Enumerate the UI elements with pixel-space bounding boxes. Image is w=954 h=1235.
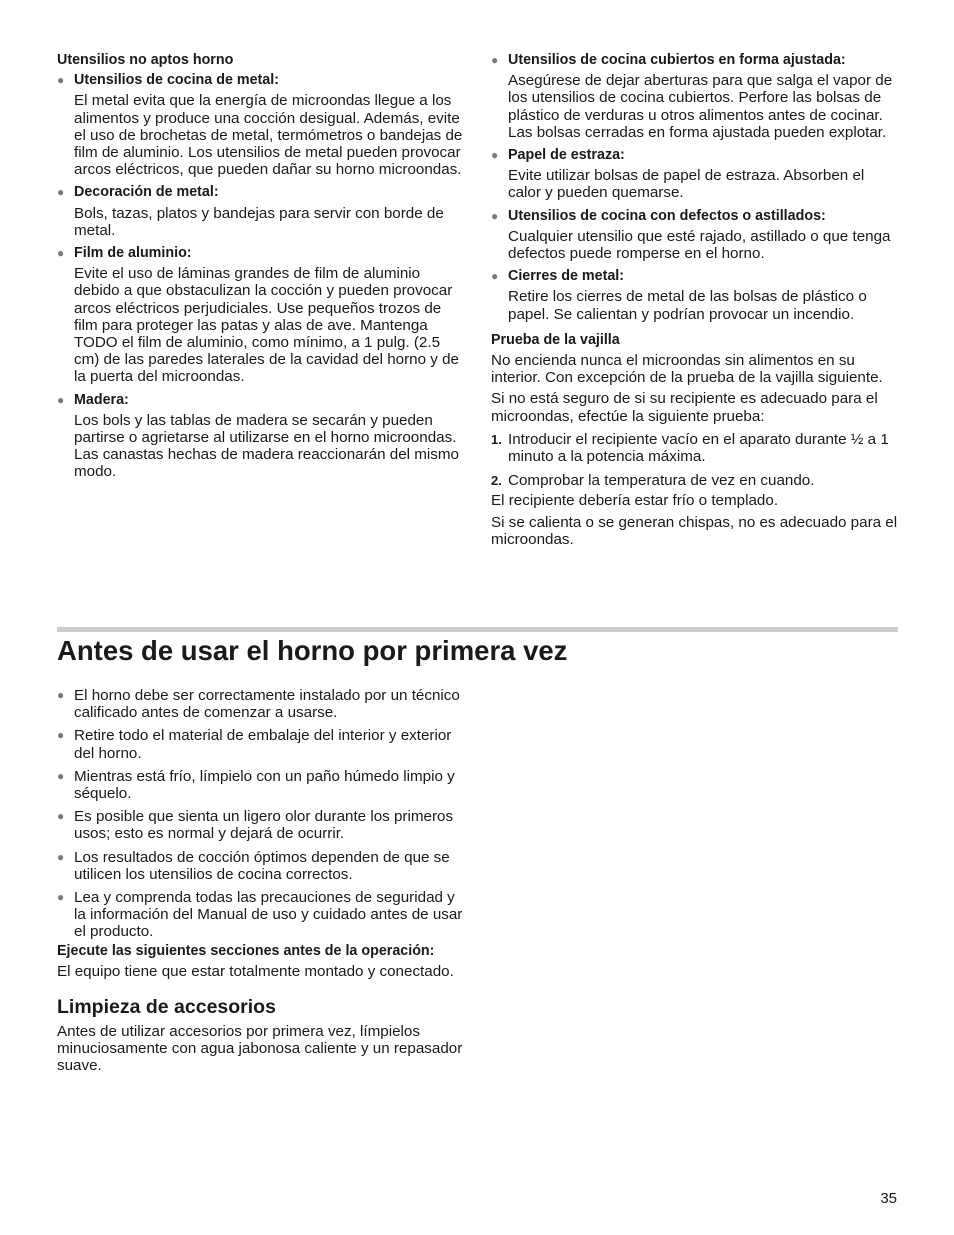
item-title: Utensilios de cocina cubiertos en forma ajustada: bbox=[508, 52, 846, 68]
bullet-icon: ● bbox=[57, 728, 65, 743]
list-item-brown-paper bbox=[491, 147, 901, 202]
item-text: El metal evita que la energía de microondas llegue a los alimentos y produce una cocción desigual. Además, evite el uso de brochetas de metal, termómetros o bandejas de film de aluminio. Los utensilios de metal pueden provocar arcos eléctricos, que pueden dañar su horno microondas. bbox=[74, 92, 463, 179]
item-title: Utensilios de cocina de metal: bbox=[74, 72, 279, 89]
list-item-text: Los resultados de cocción óptimos dependen de que se utilicen los utensilios de cocina correctos. bbox=[74, 848, 450, 883]
item-text: Bols, tazas, platos y bandejas para servir con borde de metal. bbox=[74, 204, 444, 239]
bullet-icon: ● bbox=[491, 269, 499, 284]
step-number: 1. bbox=[491, 431, 502, 447]
list-item-text: Lea y comprenda todas las precauciones de seguridad y la información del Manual de uso y cuidado antes de usar el producto. bbox=[74, 889, 463, 941]
bullet-icon: ● bbox=[491, 148, 499, 163]
step-text: Comprobar la temperatura de vez en cuando. bbox=[508, 472, 815, 490]
list-item-text: El horno debe ser correctamente instalado por un técnico calificado antes de comenzar a usarse. bbox=[74, 687, 460, 722]
list-item-metal-decoration bbox=[57, 184, 467, 239]
bullet-icon: ● bbox=[57, 392, 65, 407]
item-text: Cualquier utensilio que esté rajado, astillado o que tenga defectos puede romperse en el horno. bbox=[508, 227, 891, 263]
bullet-icon: ● bbox=[57, 688, 65, 702]
section-body bbox=[57, 687, 467, 1079]
bullet-icon: ● bbox=[57, 73, 65, 88]
cleaning-text: Antes de utilizar accesorios por primera vez, límpielos minuciosamente con agua jabonosa caliente y un repasador suave. bbox=[57, 1023, 463, 1075]
item-text: Evite el uso de láminas grandes de film de aluminio debido a que obstaculizan la cocción y pueden provocar arcos eléctricos perjudiciales. Use pequeños trozos de film para proteger las patas y alas de ave. Mantenga TODO el film de aluminio, como mínimo, a 1 pulg. (2.5 cm) de las paredes laterales de la cavidad del horno y de la puerta del microondas. bbox=[74, 265, 459, 386]
list-item bbox=[57, 768, 467, 802]
dish-test-result-2: Si se calienta o se generan chispas, no es adecuado para el microondas. bbox=[491, 513, 898, 548]
bullet-icon: ● bbox=[57, 849, 65, 864]
right-column bbox=[491, 52, 901, 552]
list-item bbox=[57, 889, 467, 941]
step-number: 2. bbox=[491, 473, 502, 489]
list-item bbox=[57, 727, 467, 761]
list-item-chipped-utensils bbox=[491, 208, 901, 263]
run-sections-text: El equipo tiene que estar totalmente montado y conectado. bbox=[57, 962, 454, 980]
item-title: Cierres de metal: bbox=[508, 268, 625, 285]
list-item bbox=[57, 687, 467, 721]
bullet-icon: ● bbox=[491, 208, 499, 223]
item-title: Film de aluminio: bbox=[74, 245, 192, 262]
list-item-tightly-covered bbox=[491, 52, 901, 141]
dish-test-result-1: El recipiente debería estar frío o templado. bbox=[491, 492, 779, 510]
dish-test-intro-1: No encienda nunca el microondas sin alimentos en su interior. Con excepción de la prueba de la vajilla siguiente. bbox=[491, 352, 883, 387]
step-item bbox=[491, 431, 901, 465]
item-text: Asegúrese de dejar aberturas para que salga el vapor de los utensilios de cocina cubiertos. Perfore las bolsas de plástico de verduras u otros alimentos antes de cocinar. Las bolsas cerradas en forma ajustada pueden explotar. bbox=[508, 72, 893, 141]
cleaning-heading: Limpieza de accesorios bbox=[57, 996, 276, 1019]
item-text: Los bols y las tablas de madera se secarán y pueden partirse o agrietarse al utilizarse en el horno microondas. Las canastas hechas de madera reaccionarán del mismo modo. bbox=[74, 411, 459, 481]
item-title: Utensilios de cocina con defectos o astillados: bbox=[508, 207, 826, 224]
bullet-icon: ● bbox=[57, 185, 65, 200]
dish-test-heading: Prueba de la vajilla bbox=[491, 331, 620, 348]
item-title: Madera: bbox=[74, 391, 129, 408]
page-number: 35 bbox=[880, 1190, 897, 1207]
bullet-icon: ● bbox=[491, 53, 499, 67]
section-divider bbox=[57, 627, 898, 632]
item-title: Papel de estraza: bbox=[508, 147, 625, 164]
bullet-icon: ● bbox=[57, 809, 65, 824]
bullet-icon: ● bbox=[57, 890, 65, 905]
bullet-icon: ● bbox=[57, 768, 65, 783]
list-item-text: Es posible que sienta un ligero olor durante los primeros usos; esto es normal y dejará de ocurrir. bbox=[74, 808, 454, 843]
item-text: Evite utilizar bolsas de papel de estraza. Absorben el calor y pueden quemarse. bbox=[508, 167, 865, 202]
bullet-icon: ● bbox=[57, 246, 65, 261]
dish-test-intro-2: Si no está seguro de si su recipiente es adecuado para el microondas, efectúe la siguiente prueba: bbox=[491, 390, 878, 425]
list-item-wood bbox=[57, 392, 467, 481]
list-item bbox=[57, 808, 467, 842]
item-text: Retire los cierres de metal de las bolsas de plástico o papel. Se calientan y podrían provocar un incendio. bbox=[508, 288, 867, 323]
section-title: Antes de usar el horno por primera vez bbox=[57, 635, 568, 666]
list-item-text: Retire todo el material de embalaje del interior y exterior del horno. bbox=[74, 727, 452, 762]
list-item-metal-ties bbox=[491, 268, 901, 323]
run-sections-heading: Ejecute las siguientes secciones antes de la operación: bbox=[57, 942, 435, 959]
list-item-text: Mientras está frío, límpielo con un paño húmedo limpio y séquelo. bbox=[74, 767, 455, 803]
unsuitable-utensils-heading: Utensilios no aptos horno bbox=[57, 52, 234, 68]
step-text: Introducir el recipiente vacío en el aparato durante ½ a 1 minuto a la potencia máxima. bbox=[508, 430, 889, 466]
list-item-metal-utensils bbox=[57, 72, 467, 178]
step-item bbox=[491, 472, 901, 489]
left-column bbox=[57, 52, 467, 487]
item-title: Decoración de metal: bbox=[74, 184, 219, 201]
list-item-aluminum-foil bbox=[57, 245, 467, 386]
list-item bbox=[57, 849, 467, 883]
